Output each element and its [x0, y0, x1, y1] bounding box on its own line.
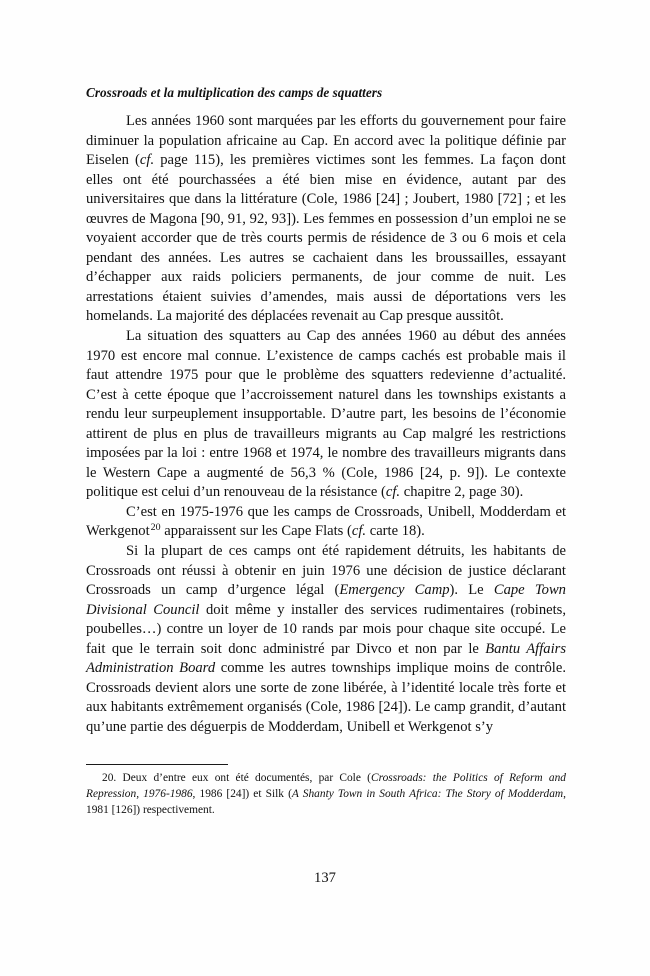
- page-number: 137: [314, 870, 336, 886]
- italic-bantu-affairs-administration-board: Bantu Affairs Administration Board: [86, 640, 566, 677]
- footnote-separator-rule: [86, 764, 228, 765]
- body-paragraph-1: Les années 1960 sont marquées par les efforts du gouvernement pour faire diminuer la population africaine au Cap. En accord avec la politique définie par Eiselen (cf. page 115), les premières victimes sont les femmes. La façon dont elles ont été pourchassées a été bien mise en évidence, autant par des universitaires que dans la littérature (Cole, 1986 [24] ; Joubert, 1980 [72] ; et les œuvres de Magona [90, 91, 92, 93]). Les femmes en possession d’un emploi ne se voyaient accorder que de très courts permis de résidence de 3 ou 6 mois et cela pendant des années. Les autres se cachaient dans les broussailles, essayant d’échapper aux raids policiers permanents, de jour comme de nuit. Les arrestations étaient suivies d’amendes, mais aussi de déportations vers les homelands. La majorité des déplacées revenait au Cap presque aussitôt.: [86, 113, 566, 325]
- italic-cf: cf.: [385, 484, 401, 501]
- italic-crossroads-title: Crossroads: the Politics of Reform and Repression, 1976-1986: [86, 772, 566, 800]
- footnote-number: 20.: [102, 772, 117, 784]
- footnote-zone: [86, 764, 566, 819]
- body-paragraph-4: Si la plupart de ces camps ont été rapidement détruits, les habitants de Crossroads ont réussi à obtenir en juin 1976 une décision de justice déclarant Crossroads un camp d’urgence légal (Emergency Camp). Le Cape Town Divisional Council doit même y installer des services rudimentaires (robinets, poubelles…) contre un loyer de 10 rands par mois pour chaque site occupé. Le fait que le terrain soit donc administré par Divco et non par le Bantu Affairs Administration Board comme les autres townships implique moins de contrôle. Crossroads devient alors une sorte de zone libérée, à l’identité locale très forte et aux habitants extrêmement organisés (Cole, 1986 [24]). Le camp grandit, d’autant qu’une partie des déguerpis de Modderdam, Unibell et Werkgenot s’y: [86, 543, 567, 735]
- italic-shanty-town-title: A Shanty Town in South Africa: The Story of Modderdam: [291, 787, 564, 800]
- italic-cape-town-divisional-council: Cape Town Divisional Council: [86, 582, 566, 618]
- body-paragraph-3: C’est en 1975-1976 que les camps de Crossroads, Unibell, Modderdam et Werkgenot$^{20}$ apparaissent sur les Cape Flats (cf. carte 18).: [86, 503, 566, 540]
- footnote-20: 20. Deux d’entre eux ont été documentés, par Cole (Crossroads: the Politics of Reform and Repression, 1976-1986, 1986 [24]) et Silk (A Shanty Town in South Africa: The Story of Modderdam, 1981 [126]) respectivement.: [86, 772, 567, 816]
- footnote-reference-20[interactable]: 20: [150, 522, 161, 534]
- italic-cf: cf.: [351, 523, 367, 540]
- section-heading: Crossroads et la multiplication des camps de squatters: [86, 85, 383, 100]
- italic-emergency-camp: Emergency Camp: [339, 582, 450, 599]
- italic-cf: cf.: [139, 152, 155, 169]
- page-body-content: [86, 84, 566, 738]
- body-paragraph-2: La situation des squatters au Cap des années 1960 au début des années 1970 est encore mal connue. L’existence de camps cachés est probable mais il faut attendre 1975 pour que le problème des squatters redevienne d’actualité. C’est à cette époque que l’accroissement naturel dans les townships existants a rendu leur surpeuplement insupportable. D’autre part, les besoins de l’économie attirent de plus en plus de travailleurs migrants au Cap malgré les restrictions imposées par la loi : entre 1968 et 1974, le nombre des travailleurs migrants dans le Western Cape a augmenté de 56,3 % (Cole, 1986 [24, p. 9]). Le contexte politique est celui d’un renouveau de la résistance (cf. chapitre 2, page 30).: [86, 328, 566, 501]
